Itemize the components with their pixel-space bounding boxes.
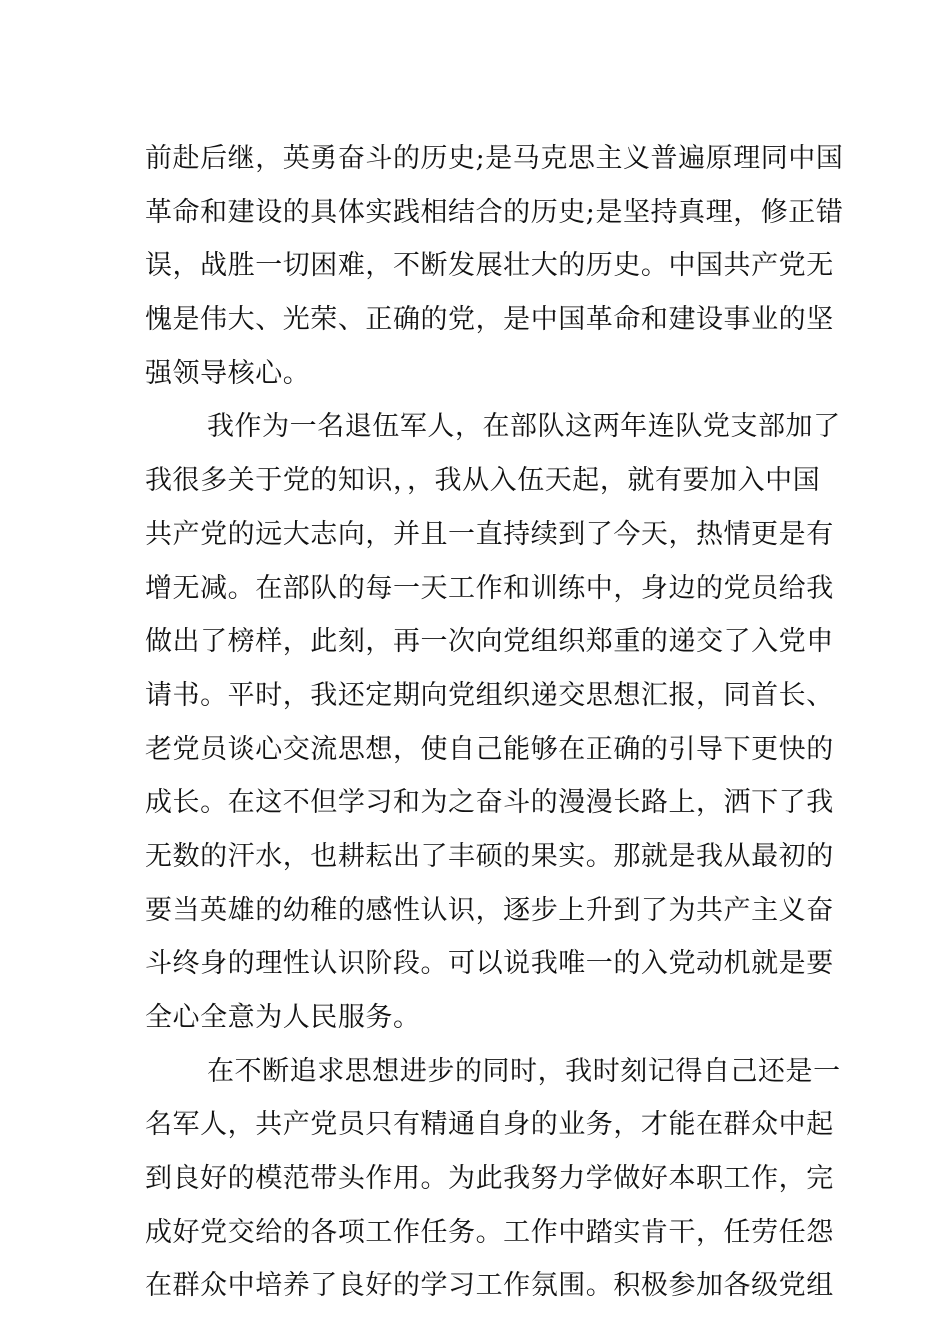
text-line-last: 强领导核心。 xyxy=(145,357,311,389)
text-line: 请书。平时，我还定期向党组织递交思想汇报，同首长、 xyxy=(145,679,834,711)
text-line: 到良好的模范带头作用。为此我努力学做好本职工作，完 xyxy=(145,1163,834,1195)
text-line: 在群众中培养了良好的学习工作氛围。积极参加各级党组 xyxy=(145,1270,834,1302)
text-line: 成长。在这不但学习和为之奋斗的漫漫长路上，洒下了我 xyxy=(145,787,834,819)
text-line: 做出了榜样，此刻，再一次向党组织郑重的递交了入党申 xyxy=(145,626,834,658)
body-text xyxy=(145,132,844,1313)
text-line: 共产党的远大志向，并且一直持续到了今天，热情更是有 xyxy=(145,518,834,550)
text-line: 前赴后继，英勇奋斗的历史;是马克思主义普遍原理同中国 xyxy=(145,143,844,174)
text-line: 成好党交给的各项工作任务。工作中踏实肯干，任劳任怨 xyxy=(145,1216,834,1248)
text-line: 愧是伟大、光荣、正确的党，是中国革命和建设事业的坚 xyxy=(145,304,834,336)
paragraph-first-line: 在不断追求思想进步的同时，我时刻记得自己还是一 xyxy=(207,1055,841,1087)
text-line: 斗终身的理性认识阶段。可以说我唯一的入党动机就是要 xyxy=(145,948,834,980)
text-line: 增无减。在部队的每一天工作和训练中，身边的党员给我 xyxy=(145,572,834,604)
text-line: 误，战胜一切困难，不断发展壮大的历史。中国共产党无 xyxy=(145,250,834,282)
text-line: 无数的汗水，也耕耘出了丰硕的果实。那就是我从最初的 xyxy=(145,840,834,872)
text-line: 要当英雄的幼稚的感性认识，逐步上升到了为共产主义奋 xyxy=(145,894,834,926)
text-line-last: 全心全意为人民服务。 xyxy=(145,1002,421,1033)
paragraph-first-line: 我作为一名退伍军人，在部队这两年连队党支部加了 xyxy=(207,411,841,443)
text-line: 名军人，共产党员只有精通自身的业务，才能在群众中起 xyxy=(145,1109,834,1141)
text-line: 老党员谈心交流思想，使自己能够在正确的引导下更快的 xyxy=(145,733,834,765)
text-line: 我很多关于党的知识，，我从入伍天起，就有要加入中国 xyxy=(145,465,821,497)
text-line: 革命和建设的具体实践相结合的历史;是坚持真理，修正错 xyxy=(145,196,844,228)
